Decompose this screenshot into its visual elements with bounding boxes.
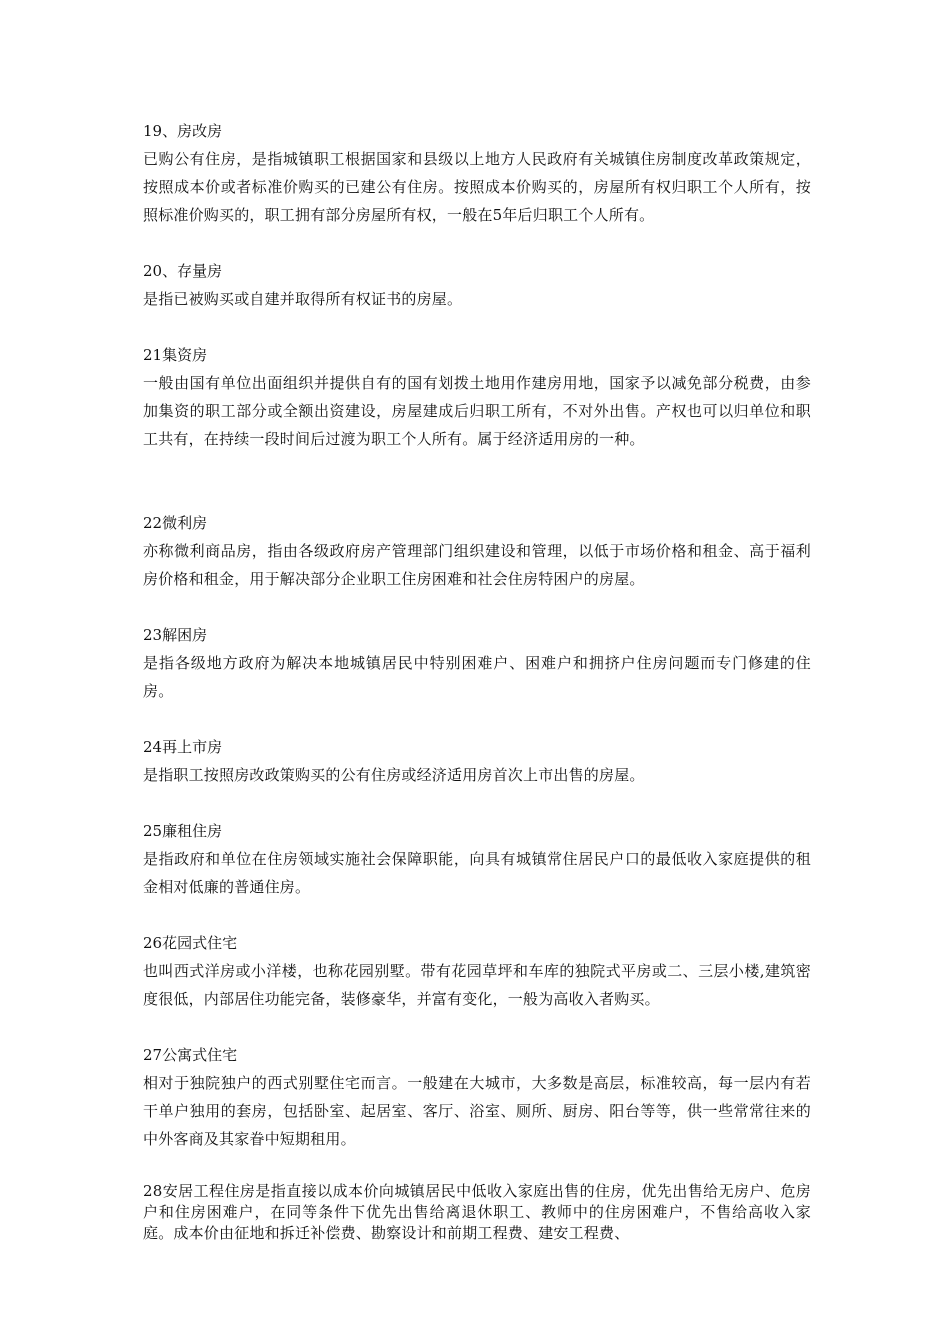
entry-24 <box>143 733 811 789</box>
spacer <box>143 705 811 733</box>
entry-19 <box>143 117 811 229</box>
entry-26 <box>143 929 811 1013</box>
entry-title: 20、存量房 <box>143 262 223 280</box>
entry-body: 相对于独院独户的西式别墅住宅而言。一般建在大城市，大多数是高层，标准较高，每一层内有若干单户独用的套房，包括卧室、起居室、客厅、浴室、厕所、厨房、阳台等等，供一些常常往来的中外客商及其家眷中短期租用。 <box>143 1074 811 1148</box>
spacer <box>143 1153 811 1181</box>
entry-title: 19、房改房 <box>143 122 223 140</box>
entry-body: 是指职工按照房改政策购买的公有住房或经济适用房首次上市出售的房屋。 <box>143 766 645 784</box>
spacer <box>143 1013 811 1041</box>
spacer <box>143 313 811 341</box>
entry-body: 也叫西式洋房或小洋楼，也称花园别墅。带有花园草坪和车库的独院式平房或二、三层小楼,建筑密度很低，内部居住功能完备，装修豪华，并富有变化，一般为高收入者购买。 <box>143 962 811 1008</box>
entry-body: 亦称微利商品房，指由各级政府房产管理部门组织建设和管理，以低于市场价格和租金、高于福利房价格和租金，用于解决部分企业职工住房困难和社会住房特困户的房屋。 <box>143 542 811 588</box>
spacer <box>143 901 811 929</box>
entry-title: 23解困房 <box>143 626 208 644</box>
entry-21 <box>143 341 811 453</box>
entry-body: 是指各级地方政府为解决本地城镇居民中特别困难户、困难户和拥挤户住房问题而专门修建的住房。 <box>143 654 811 700</box>
entry-23 <box>143 621 811 705</box>
entry-body: 已购公有住房，是指城镇职工根据国家和县级以上地方人民政府有关城镇住房制度改革政策规定，按照成本价或者标准价购买的已建公有住房。按照成本价购买的，房屋所有权归职工个人所有，按照标准价购买的，职工拥有部分房屋所有权，一般在5年后归职工个人所有。 <box>143 150 811 224</box>
entry-paragraph: 28安居工程住房是指直接以成本价向城镇居民中低收入家庭出售的住房，优先出售给无房户、危房户和住房困难户，在同等条件下优先出售给离退休职工、教师中的住房困难户，不售给高收入家庭。成本价由征地和拆迁补偿费、勘察设计和前期工程费、建安工程费、 <box>143 1182 811 1242</box>
spacer <box>143 789 811 817</box>
document-page <box>143 117 811 1244</box>
entry-title: 22微利房 <box>143 514 208 532</box>
entry-22 <box>143 509 811 593</box>
entry-title: 21集资房 <box>143 346 208 364</box>
entry-body: 一般由国有单位出面组织并提供自有的国有划拨土地用作建房用地，国家予以减免部分税费，由参加集资的职工部分或全额出资建设，房屋建成后归职工所有，不对外出售。产权也可以归单位和职工共有，在持续一段时间后过渡为职工个人所有。属于经济适用房的一种。 <box>143 374 811 448</box>
entry-title: 25廉租住房 <box>143 822 223 840</box>
entry-title: 27公寓式住宅 <box>143 1046 238 1064</box>
entry-28 <box>143 1181 811 1244</box>
spacer <box>143 593 811 621</box>
spacer <box>143 453 811 509</box>
entry-20 <box>143 257 811 313</box>
entry-title: 24再上市房 <box>143 738 223 756</box>
entry-body: 是指政府和单位在住房领域实施社会保障职能，向具有城镇常住居民户口的最低收入家庭提供的租金相对低廉的普通住房。 <box>143 850 811 896</box>
entry-25 <box>143 817 811 901</box>
spacer <box>143 229 811 257</box>
entry-27 <box>143 1041 811 1153</box>
entry-title: 26花园式住宅 <box>143 934 238 952</box>
entry-body: 是指已被购买或自建并取得所有权证书的房屋。 <box>143 290 463 308</box>
